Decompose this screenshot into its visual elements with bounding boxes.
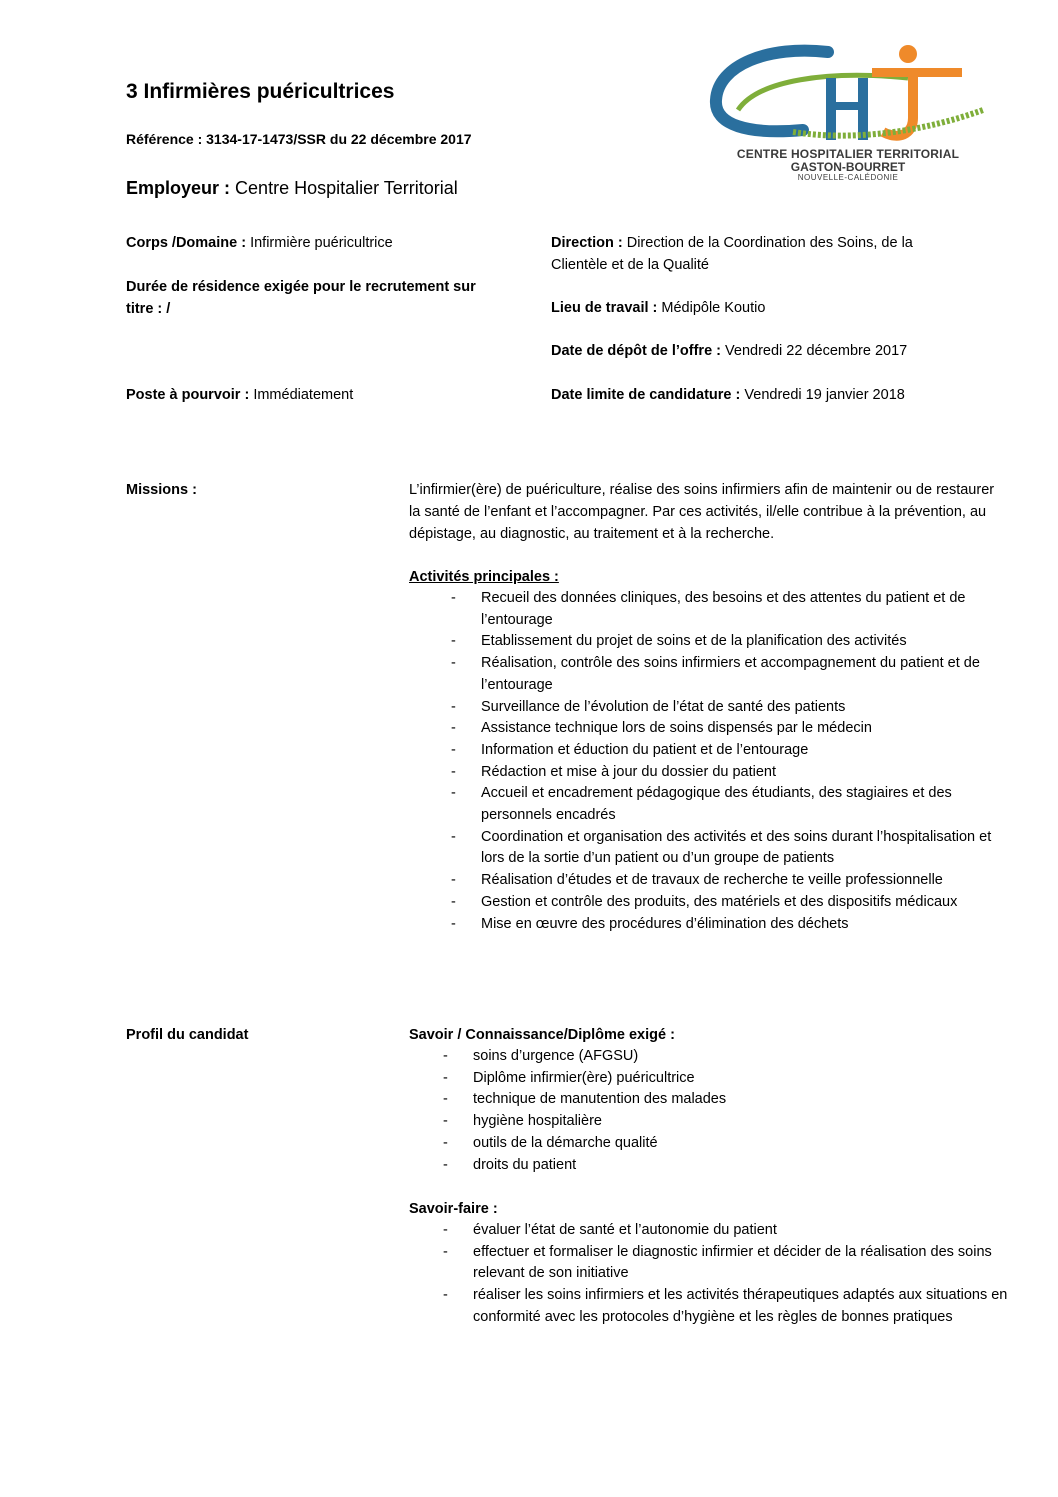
list-item-text: Information et éduction du patient et de l’entourage xyxy=(481,741,809,758)
employer-value: Centre Hospitalier Territorial xyxy=(235,178,458,198)
dash-bullet: - xyxy=(451,741,456,758)
list-item-text: Mise en œuvre des procédures d’élimination des déchets xyxy=(481,915,849,932)
list-item xyxy=(409,892,1009,914)
poste-value: Immédiatement xyxy=(253,387,354,403)
list-item-text: hygiène hospitalière xyxy=(473,1113,602,1130)
activities-title-text: Activités principales : xyxy=(409,569,559,585)
corps-domaine xyxy=(126,232,516,254)
list-item-text: Réalisation d’études et de travaux de recherche te veille professionnelle xyxy=(481,872,943,889)
list-item-text: Recueil des données cliniques, des besoins et des attentes du patient et de l’entourage xyxy=(481,590,966,628)
logo-text-line3: NOUVELLE-CALÉDONIE xyxy=(797,173,899,182)
list-item xyxy=(409,827,1009,870)
dash-bullet: - xyxy=(443,1156,448,1173)
depot-value: Vendredi 22 décembre 2017 xyxy=(725,343,908,359)
list-item-text: Etablissement du projet de soins et de la planification des activités xyxy=(481,633,907,650)
dash-bullet: - xyxy=(443,1222,448,1238)
dash-bullet: - xyxy=(443,1287,448,1304)
list-item-text: Gestion et contrôle des produits, des matériels et des dispositifs médicaux xyxy=(481,893,958,910)
dash-bullet: - xyxy=(443,1069,448,1086)
dash-bullet: - xyxy=(443,1134,448,1151)
direction xyxy=(551,232,961,276)
list-item xyxy=(409,697,1009,719)
list-item xyxy=(409,1133,1009,1155)
list-item xyxy=(409,914,1009,936)
list-item xyxy=(409,783,1009,826)
dash-bullet: - xyxy=(443,1048,448,1064)
savoir-faire-title-text: Savoir-faire : xyxy=(409,1201,498,1217)
dash-bullet: - xyxy=(451,893,456,910)
dash-bullet: - xyxy=(451,763,456,780)
list-item-text: effectuer et formaliser le diagnostic infirmier et décider de la réalisation des soins relevant de son initiative xyxy=(473,1243,992,1282)
list-item xyxy=(409,1220,1009,1242)
employer-label: Employeur : xyxy=(126,178,231,198)
dash-bullet: - xyxy=(451,655,456,672)
date-depot xyxy=(551,340,971,362)
limite-label: Date limite de candidature : xyxy=(551,387,741,403)
corps-label: Corps /Domaine : xyxy=(126,235,247,251)
dash-bullet: - xyxy=(451,720,456,737)
list-item xyxy=(409,653,1009,696)
dash-bullet: - xyxy=(443,1113,448,1130)
list-item xyxy=(409,1155,1009,1177)
limite-value: Vendredi 19 janvier 2018 xyxy=(744,387,905,403)
list-item-text: technique de manutention des malades xyxy=(473,1091,727,1108)
list-item xyxy=(409,588,1009,631)
savoir-faire-list xyxy=(409,1220,1009,1329)
dash-bullet: - xyxy=(451,915,456,932)
employer xyxy=(126,178,458,199)
dash-bullet: - xyxy=(451,698,456,715)
list-item-text: Surveillance de l’évolution de l’état de santé des patients xyxy=(481,698,846,715)
list-item-text: soins d’urgence (AFGSU) xyxy=(473,1048,639,1064)
savoir-faire-title xyxy=(409,1198,1009,1220)
profil-label: Profil du candidat xyxy=(126,1027,249,1043)
page-title: 3 Infirmières puéricultrices xyxy=(126,80,395,103)
savoir-list xyxy=(409,1046,1009,1176)
savoir-title xyxy=(409,1024,1009,1046)
list-item-text: Coordination et organisation des activités et des soins durant l’hospitalisation et lors de la sortie d’un patient ou d’un groupe de patients xyxy=(481,828,992,867)
list-item-text: Assistance technique lors de soins dispensés par le médecin xyxy=(481,720,872,737)
list-item xyxy=(409,1068,1009,1090)
dash-bullet: - xyxy=(451,590,456,606)
poste-a-pourvoir xyxy=(126,384,516,406)
missions-intro: L’infirmier(ère) de puériculture, réalise des soins infirmiers afin de maintenir ou de restaurer la santé de l’enfant et l’accompagner. Par ces activités, il/elle contribue à la prévention, au dépistage, au diagnostic, au traitement et à la recherche. xyxy=(409,482,995,542)
list-item xyxy=(409,1285,1009,1328)
list-item-text: outils de la démarche qualité xyxy=(473,1134,658,1151)
list-item-text: Accueil et encadrement pédagogique des étudiants, des stagiaires et des personnels encadrés xyxy=(481,785,952,824)
list-item-text: Diplôme infirmier(ère) puéricultrice xyxy=(473,1069,695,1086)
list-item-text: droits du patient xyxy=(473,1156,577,1173)
list-item-text: réaliser les soins infirmiers et les activités thérapeutiques adaptés aux situations en conformité avec les protocoles d’hygiène et les règles de bonnes pratiques xyxy=(473,1287,1008,1325)
list-item xyxy=(409,631,1009,653)
list-item xyxy=(409,870,1009,892)
list-item xyxy=(409,740,1009,762)
missions-label: Missions : xyxy=(126,482,197,498)
lieu-de-travail xyxy=(551,297,971,319)
list-item xyxy=(409,1089,1009,1111)
lieu-value: Médipôle Koutio xyxy=(661,300,766,316)
date-limite xyxy=(551,384,971,406)
list-item xyxy=(409,762,1009,784)
dash-bullet: - xyxy=(443,1091,448,1108)
list-item xyxy=(409,1111,1009,1133)
list-item xyxy=(409,1242,1009,1285)
dash-bullet: - xyxy=(451,633,456,650)
list-item-text: Rédaction et mise à jour du dossier du patient xyxy=(481,763,777,780)
duree-label: Durée de résidence exigée pour le recrutement sur titre : / xyxy=(126,279,476,317)
corps-value: Infirmière puéricultrice xyxy=(250,235,393,251)
direction-value: Direction de la Coordination des Soins, de la Clientèle et de la Qualité xyxy=(551,235,913,273)
lieu-label: Lieu de travail : xyxy=(551,300,658,316)
logo-text-line2: GASTON-BOURRET xyxy=(790,160,906,174)
reference: Référence : 3134-17-1473/SSR du 22 décembre 2017 xyxy=(126,131,472,147)
dash-bullet: - xyxy=(451,828,456,845)
list-item-text: évaluer l’état de santé et l’autonomie du patient xyxy=(473,1222,777,1238)
savoir-title-text: Savoir / Connaissance/Diplôme exigé : xyxy=(409,1027,675,1043)
activities-title xyxy=(409,566,1009,588)
direction-label: Direction : xyxy=(551,235,623,251)
activities-list xyxy=(409,588,1009,935)
poste-label: Poste à pourvoir : xyxy=(126,387,250,403)
logo-text-line1: CENTRE HOSPITALIER TERRITORIAL xyxy=(736,147,960,161)
dash-bullet: - xyxy=(451,785,456,802)
duree-residence xyxy=(126,276,506,320)
list-item xyxy=(409,1046,1009,1068)
depot-label: Date de dépôt de l’offre : xyxy=(551,343,721,359)
list-item-text: Réalisation, contrôle des soins infirmiers et accompagnement du patient et de l’entourage xyxy=(481,655,980,693)
list-item xyxy=(409,718,1009,740)
dash-bullet: - xyxy=(443,1243,448,1260)
dash-bullet: - xyxy=(451,872,456,889)
